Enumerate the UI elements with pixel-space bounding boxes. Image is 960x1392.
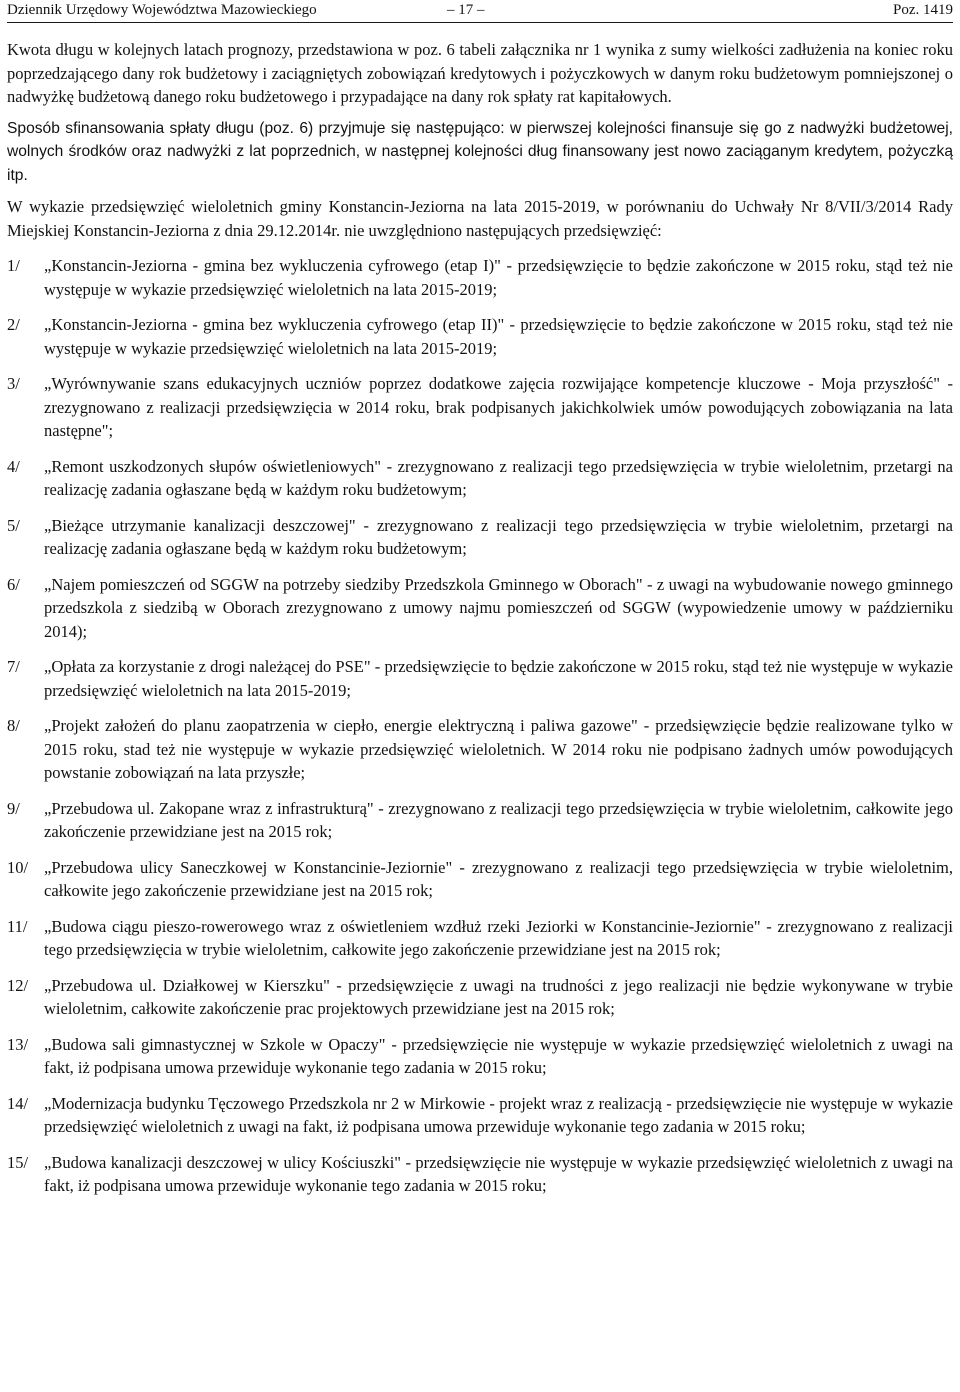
- list-item: [7, 797, 953, 844]
- page-header: [7, 0, 953, 23]
- list-item-text: „Konstancin-Jeziorna - gmina bez wykluczenia cyfrowego (etap II)" - przedsięwzięcie to będzie zakończone w 2015 roku, stąd też nie występuje w wykazie przedsięwzięć wieloletnich na lata 2015-2019;: [44, 315, 953, 358]
- list-item-text: „Konstancin-Jeziorna - gmina bez wykluczenia cyfrowego (etap I)" - przedsięwzięcie to będzie zakończone w 2015 roku, stąd też nie występuje w wykazie przedsięwzięć wieloletnich na lata 2015-2019;: [44, 256, 953, 299]
- list-item: [7, 974, 953, 1021]
- list-item-number: 7/: [7, 657, 20, 676]
- list-item-number: 3/: [7, 374, 20, 393]
- list-item-text: „Wyrównywanie szans edukacyjnych uczniów poprzez dodatkowe zajęcia rozwijające kompetencje kluczowe - Moja przyszłość" - zrezygnowano z realizacji przedsięwzięcia w 2014 roku, brak podpisanych jakichkolwiek umów powodujących zobowiązania na lata następne";: [44, 374, 953, 440]
- list-item-text: „Przebudowa ul. Zakopane wraz z infrastrukturą" - zrezygnowano z realizacji tego przedsięwzięcia w trybie wieloletnim, całkowite jego zakończenie przewidziane jest na 2015 rok;: [44, 798, 953, 841]
- list-item-text: „Projekt założeń do planu zaopatrzenia w ciepło, energie elektryczną i paliwa gazowe" - przedsięwzięcie będzie realizowane tylko w 2015 roku, stad też nie występuje w wykazie przedsięwzięć wieloletnich. W 2014 roku nie podpisano żadnych umów powodujących powstanie zobowiązań na lata przyszłe;: [44, 716, 953, 782]
- list-item-number: 4/: [7, 456, 20, 476]
- list-item-text: „Najem pomieszczeń od SGGW na potrzeby siedziby Przedszkola Gminnego w Oborach" - z uwagi na wybudowanie nowego gminnego przedszkola z siedzibą w Oborach zrezygnowano z umowy najmu pomieszczeń od SGGW (wypowiedzenie umowy w październiku 2014);: [44, 574, 953, 641]
- list-item-number: 11/: [7, 916, 28, 936]
- list-item-number: 1/: [7, 256, 20, 275]
- list-item-number: 5/: [7, 515, 20, 535]
- list-item-text: „Remont uszkodzonych słupów oświetleniowych" - zrezygnowano z realizacji tego przedsięwzięcia w trybie wieloletnim, przetargi na realizację zadania ogłaszane będą w każdym roku budżetowym;: [44, 456, 953, 499]
- list-item: [7, 856, 953, 903]
- list-item: [7, 1033, 953, 1080]
- list-item-text: „Przebudowa ulicy Saneczkowej w Konstancinie-Jeziornie" - zrezygnowano z realizacji tego przedsięwzięcia w trybie wieloletnim, całkowite jego zakończenie przewidziane jest na 2015 rok;: [44, 857, 953, 900]
- paragraph-debt-repayment: Sposób sfinansowania spłaty długu (poz. 6) przyjmuje się następująco: w pierwszej kolejności finansuje się go z nadwyżki budżetowej, wolnych środków oraz nadwyżki z lat poprzednich, w następnej kolejności dług finansowany jest nowo zaciąganym kredytem, pożyczką itp.: [7, 119, 953, 184]
- list-item-text: „Budowa ciągu pieszo-rowerowego wraz z oświetleniem wzdłuż rzeki Jeziorki w Konstancinie-Jeziornie" - zrezygnowano z realizacji tego przedsięwzięcia w trybie wieloletnim, całkowite jego zakończenie przewidziane jest na 2015 rok;: [44, 916, 953, 959]
- list-item: [7, 573, 953, 644]
- list-item-text: „Budowa kanalizacji deszczowej w ulicy Kościuszki" - przedsięwzięcie nie występuje w wykazie przedsięwzięć wieloletnich z uwagi na fakt, iż podpisana umowa przewiduje wykonanie tego zadania w 2015 roku;: [44, 1152, 953, 1195]
- paragraph-debt-amount: Kwota długu w kolejnych latach prognozy, przedstawiona w poz. 6 tabeli załącznika nr 1 wynika z sumy wielkości zadłużenia na koniec roku poprzedzającego dany rok budżetowy i zaciągniętych zobowiązań kredytowych i pożyczkowych w danym roku budżetowym pomniejszonej o nadwyżkę budżetową danego roku budżetowego i przypadające na dany rok spłaty rat kapitałowych.: [7, 40, 953, 106]
- list-item: [7, 372, 953, 443]
- list-item: [7, 655, 953, 702]
- list-item: [7, 714, 953, 785]
- list-item-number: 15/: [7, 1152, 29, 1172]
- list-item: [7, 1092, 953, 1139]
- list-item-number: 2/: [7, 315, 20, 334]
- list-item: [7, 915, 953, 962]
- list-item-text: „Modernizacja budynku Tęczowego Przedszkola nr 2 w Mirkowie - projekt wraz z realizacją - przedsięwzięcie nie występuje w wykazie przedsięwzięć wieloletnich z uwagi na fakt, iż podpisana umowa przewiduje wykonanie tego zadania w 2015 roku;: [44, 1093, 953, 1136]
- excluded-projects-list: [7, 254, 953, 1198]
- list-item-number: 14/: [7, 1093, 29, 1113]
- list-item-text: „Opłata za korzystanie z drogi należącej do PSE" - przedsięwzięcie to będzie zakończone w 2015 roku, stąd też nie występuje w wykazie przedsięwzięć wieloletnich na lata 2015-2019;: [44, 657, 953, 700]
- list-item-text: „Budowa sali gimnastycznej w Szkole w Opaczy" - przedsięwzięcie nie występuje w wykazie przedsięwzięć wieloletnich z uwagi na fakt, iż podpisana umowa przewiduje wykonanie tego zadania w 2015 roku;: [44, 1034, 953, 1077]
- list-item: [7, 514, 953, 561]
- list-item: [7, 254, 953, 301]
- list-item-number: 13/: [7, 1034, 29, 1054]
- page-number: – 17 –: [447, 2, 485, 18]
- intro-section: [7, 38, 953, 242]
- list-item-number: 9/: [7, 798, 20, 818]
- list-item: [7, 313, 953, 360]
- list-item-number: 10/: [7, 857, 29, 877]
- position-number: Poz. 1419: [893, 2, 953, 18]
- list-item-number: 8/: [7, 716, 20, 735]
- paragraph-projects-intro: W wykazie przedsięwzięć wieloletnich gminy Konstancin-Jeziorna na lata 2015-2019, w porównaniu do Uchwały Nr 8/VII/3/2014 Rady Miejskiej Konstancin-Jeziorna z dnia 29.12.2014r. nie uwzględniono następujących przedsięwzięć:: [7, 197, 953, 240]
- list-item-text: „Przebudowa ul. Działkowej w Kierszku" - przedsięwzięcie z uwagi na trudności z jego realizacji nie będzie wykonywane w trybie wieloletnim, całkowite zakończenie prac projektowych przewidziane jest na 2015 rok;: [44, 975, 953, 1018]
- list-item: [7, 1151, 953, 1198]
- list-item-text: „Bieżące utrzymanie kanalizacji deszczowej" - zrezygnowano z realizacji tego przedsięwzięcia w trybie wieloletnim, przetargi na realizację zadania ogłaszane będą w każdym roku budżetowym;: [44, 515, 953, 558]
- journal-title: Dziennik Urzędowy Województwa Mazowieckiego: [7, 2, 317, 18]
- list-item: [7, 455, 953, 502]
- list-item-number: 6/: [7, 574, 20, 594]
- list-item-number: 12/: [7, 975, 29, 995]
